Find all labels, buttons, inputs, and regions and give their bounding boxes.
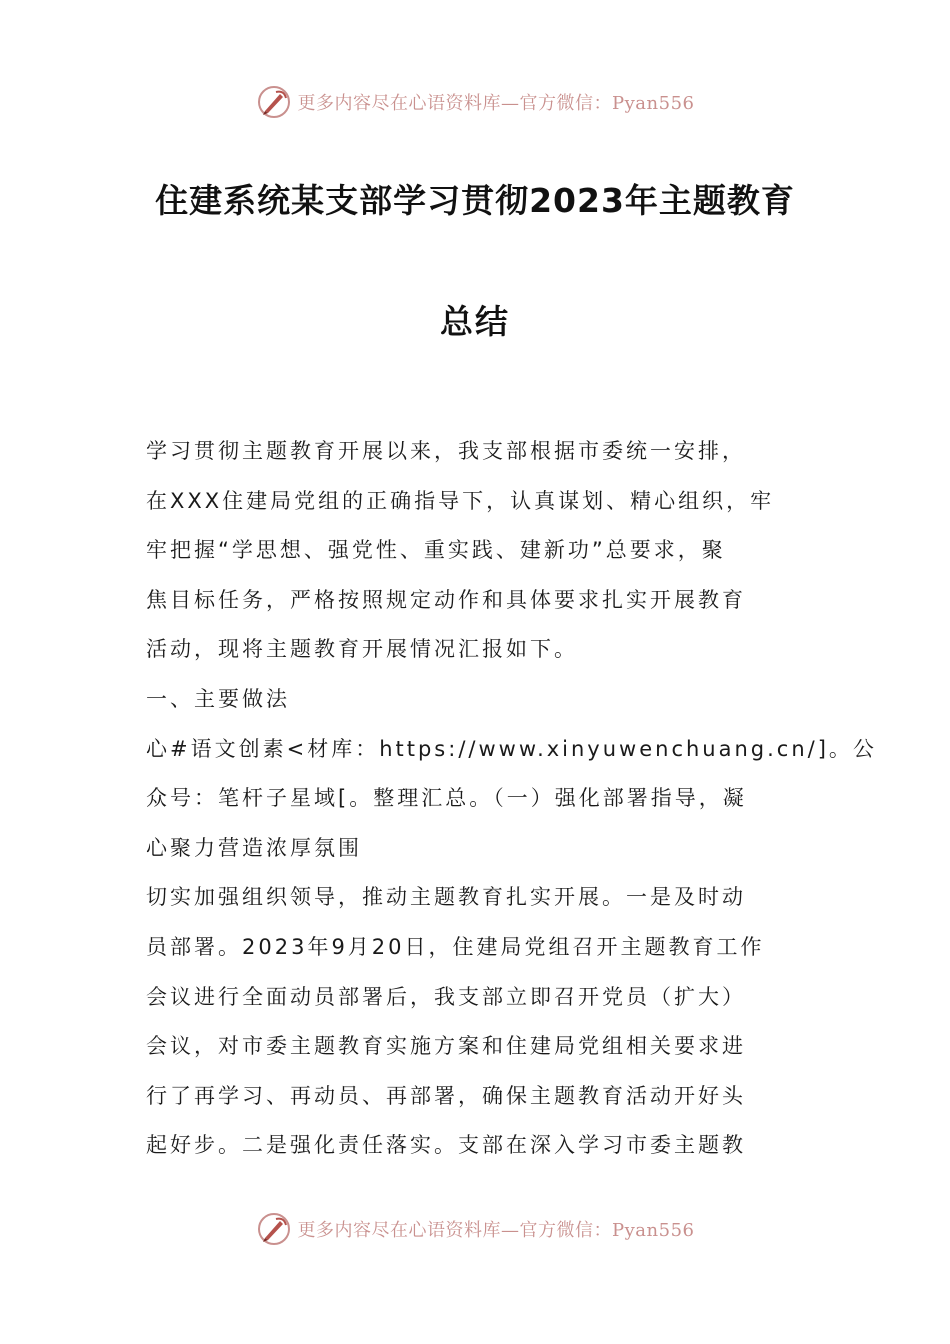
document-body — [146, 427, 877, 1171]
body-line: 众号：笔杆子星域[。整理汇总。（一）强化部署指导，凝 — [146, 786, 747, 811]
body-line: 员部署。2023年9月20日，住建局党组召开主题教育工作 — [146, 934, 765, 959]
body-line: 学习贯彻主题教育开展以来，我支部根据市委统一安排， — [146, 439, 746, 463]
pen-logo-icon — [256, 84, 292, 120]
body-line: 会议进行全面动员部署后，我支部立即召开党员（扩大） — [146, 984, 746, 1009]
body-line: 起好步。二是强化责任落实。支部在深入学习市委主题教 — [146, 1133, 746, 1158]
body-line: 心聚力营造浓厚氛围 — [146, 835, 362, 860]
pen-logo-icon — [256, 1211, 292, 1247]
body-line: 焦目标任务，严格按照规定动作和具体要求扎实开展教育 — [146, 587, 746, 612]
watermark-text: 更多内容尽在心语资料库—官方微信：Pyan556 — [297, 1220, 695, 1241]
body-line: 心#语文创素<材库：https://www.xinyuwenchuang.cn/]。公 — [146, 736, 877, 761]
section-heading: 一、主要做法 — [146, 686, 290, 711]
watermark-banner-top — [0, 80, 950, 124]
body-line: 会议，对市委主题教育实施方案和住建局党组相关要求进 — [146, 1034, 746, 1059]
body-line: 在XXX住建局党组的正确指导下，认真谋划、精心组织，牢 — [146, 488, 775, 513]
body-line: 牢把握“学思想、强党性、重实践、建新功”总要求，聚 — [146, 538, 726, 563]
body-line: 活动，现将主题教育开展情况汇报如下。 — [146, 637, 578, 662]
watermark-text: 更多内容尽在心语资料库—官方微信：Pyan556 — [297, 93, 695, 114]
body-line: 切实加强组织领导，推动主题教育扎实开展。一是及时动 — [146, 885, 746, 910]
document-title-line-1: 住建系统某支部学习贯彻2023年主题教育 — [155, 181, 795, 220]
body-line: 行了再学习、再动员、再部署，确保主题教育活动开好头 — [146, 1083, 746, 1108]
watermark-banner-bottom — [0, 1207, 950, 1251]
document-title-line-2: 总结 — [440, 302, 510, 341]
